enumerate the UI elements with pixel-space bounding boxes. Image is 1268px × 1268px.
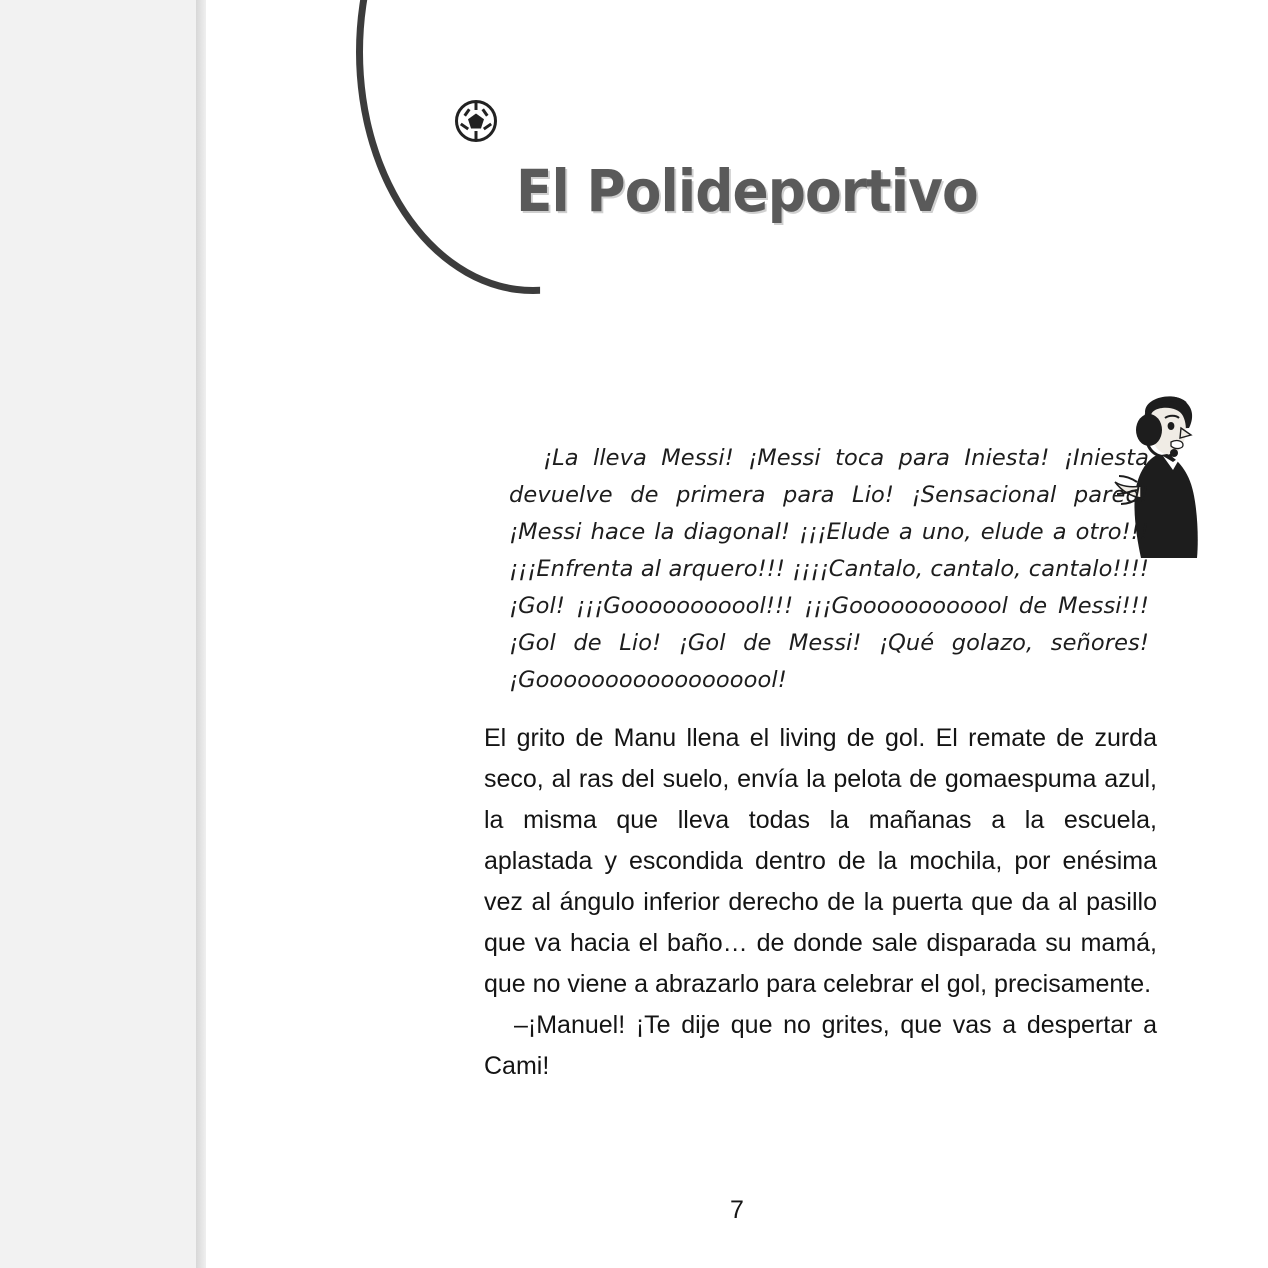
body-paragraph-2: –¡Manuel! ¡Te dije que no grites, que vas a despertar a Cami! xyxy=(484,1011,1157,1080)
page-number: 7 xyxy=(730,1196,744,1224)
radio-commentary-quote xyxy=(509,440,1149,699)
body-text xyxy=(484,718,1157,1087)
page-sheet xyxy=(206,0,1268,1268)
body-paragraph-1: El grito de Manu llena el living de gol. El remate de zurda seco, al ras del suelo, envía la pelota de gomaespuma azul, la misma que lleva todas la mañanas a la escuela, aplastada y escondida dentro de la mochila, por enésima vez al ángulo inferior derecho de la puerta que da al pasillo que va hacia el baño… de donde sale disparada su mamá, que no viene a abrazarlo para celebrar el gol, precisamente. xyxy=(484,724,1157,998)
commentary-text: ¡La lleva Messi! ¡Messi toca para Iniesta! ¡Iniesta devuelve de primera para Lio! ¡Sensacional pared! ¡Messi hace la diagonal! ¡¡¡Elude a uno, elude a otro!!! ¡¡¡Enfrenta al arquero!!! ¡¡¡¡Cantalo, cantalo, cantalo!!!! ¡Gol! ¡¡¡Gooooooooool!!! ¡¡¡Goooooooooool de Messi!!! ¡Gol de Lio! ¡Gol de Messi! ¡Qué golazo, señores! ¡Goooooooooooooooool! xyxy=(509,445,1149,693)
decorative-arc-graphic xyxy=(356,0,710,294)
chapter-title: El Polideportivo xyxy=(516,156,978,225)
page-background-left xyxy=(0,0,206,1268)
soccer-ball-icon xyxy=(455,100,497,142)
